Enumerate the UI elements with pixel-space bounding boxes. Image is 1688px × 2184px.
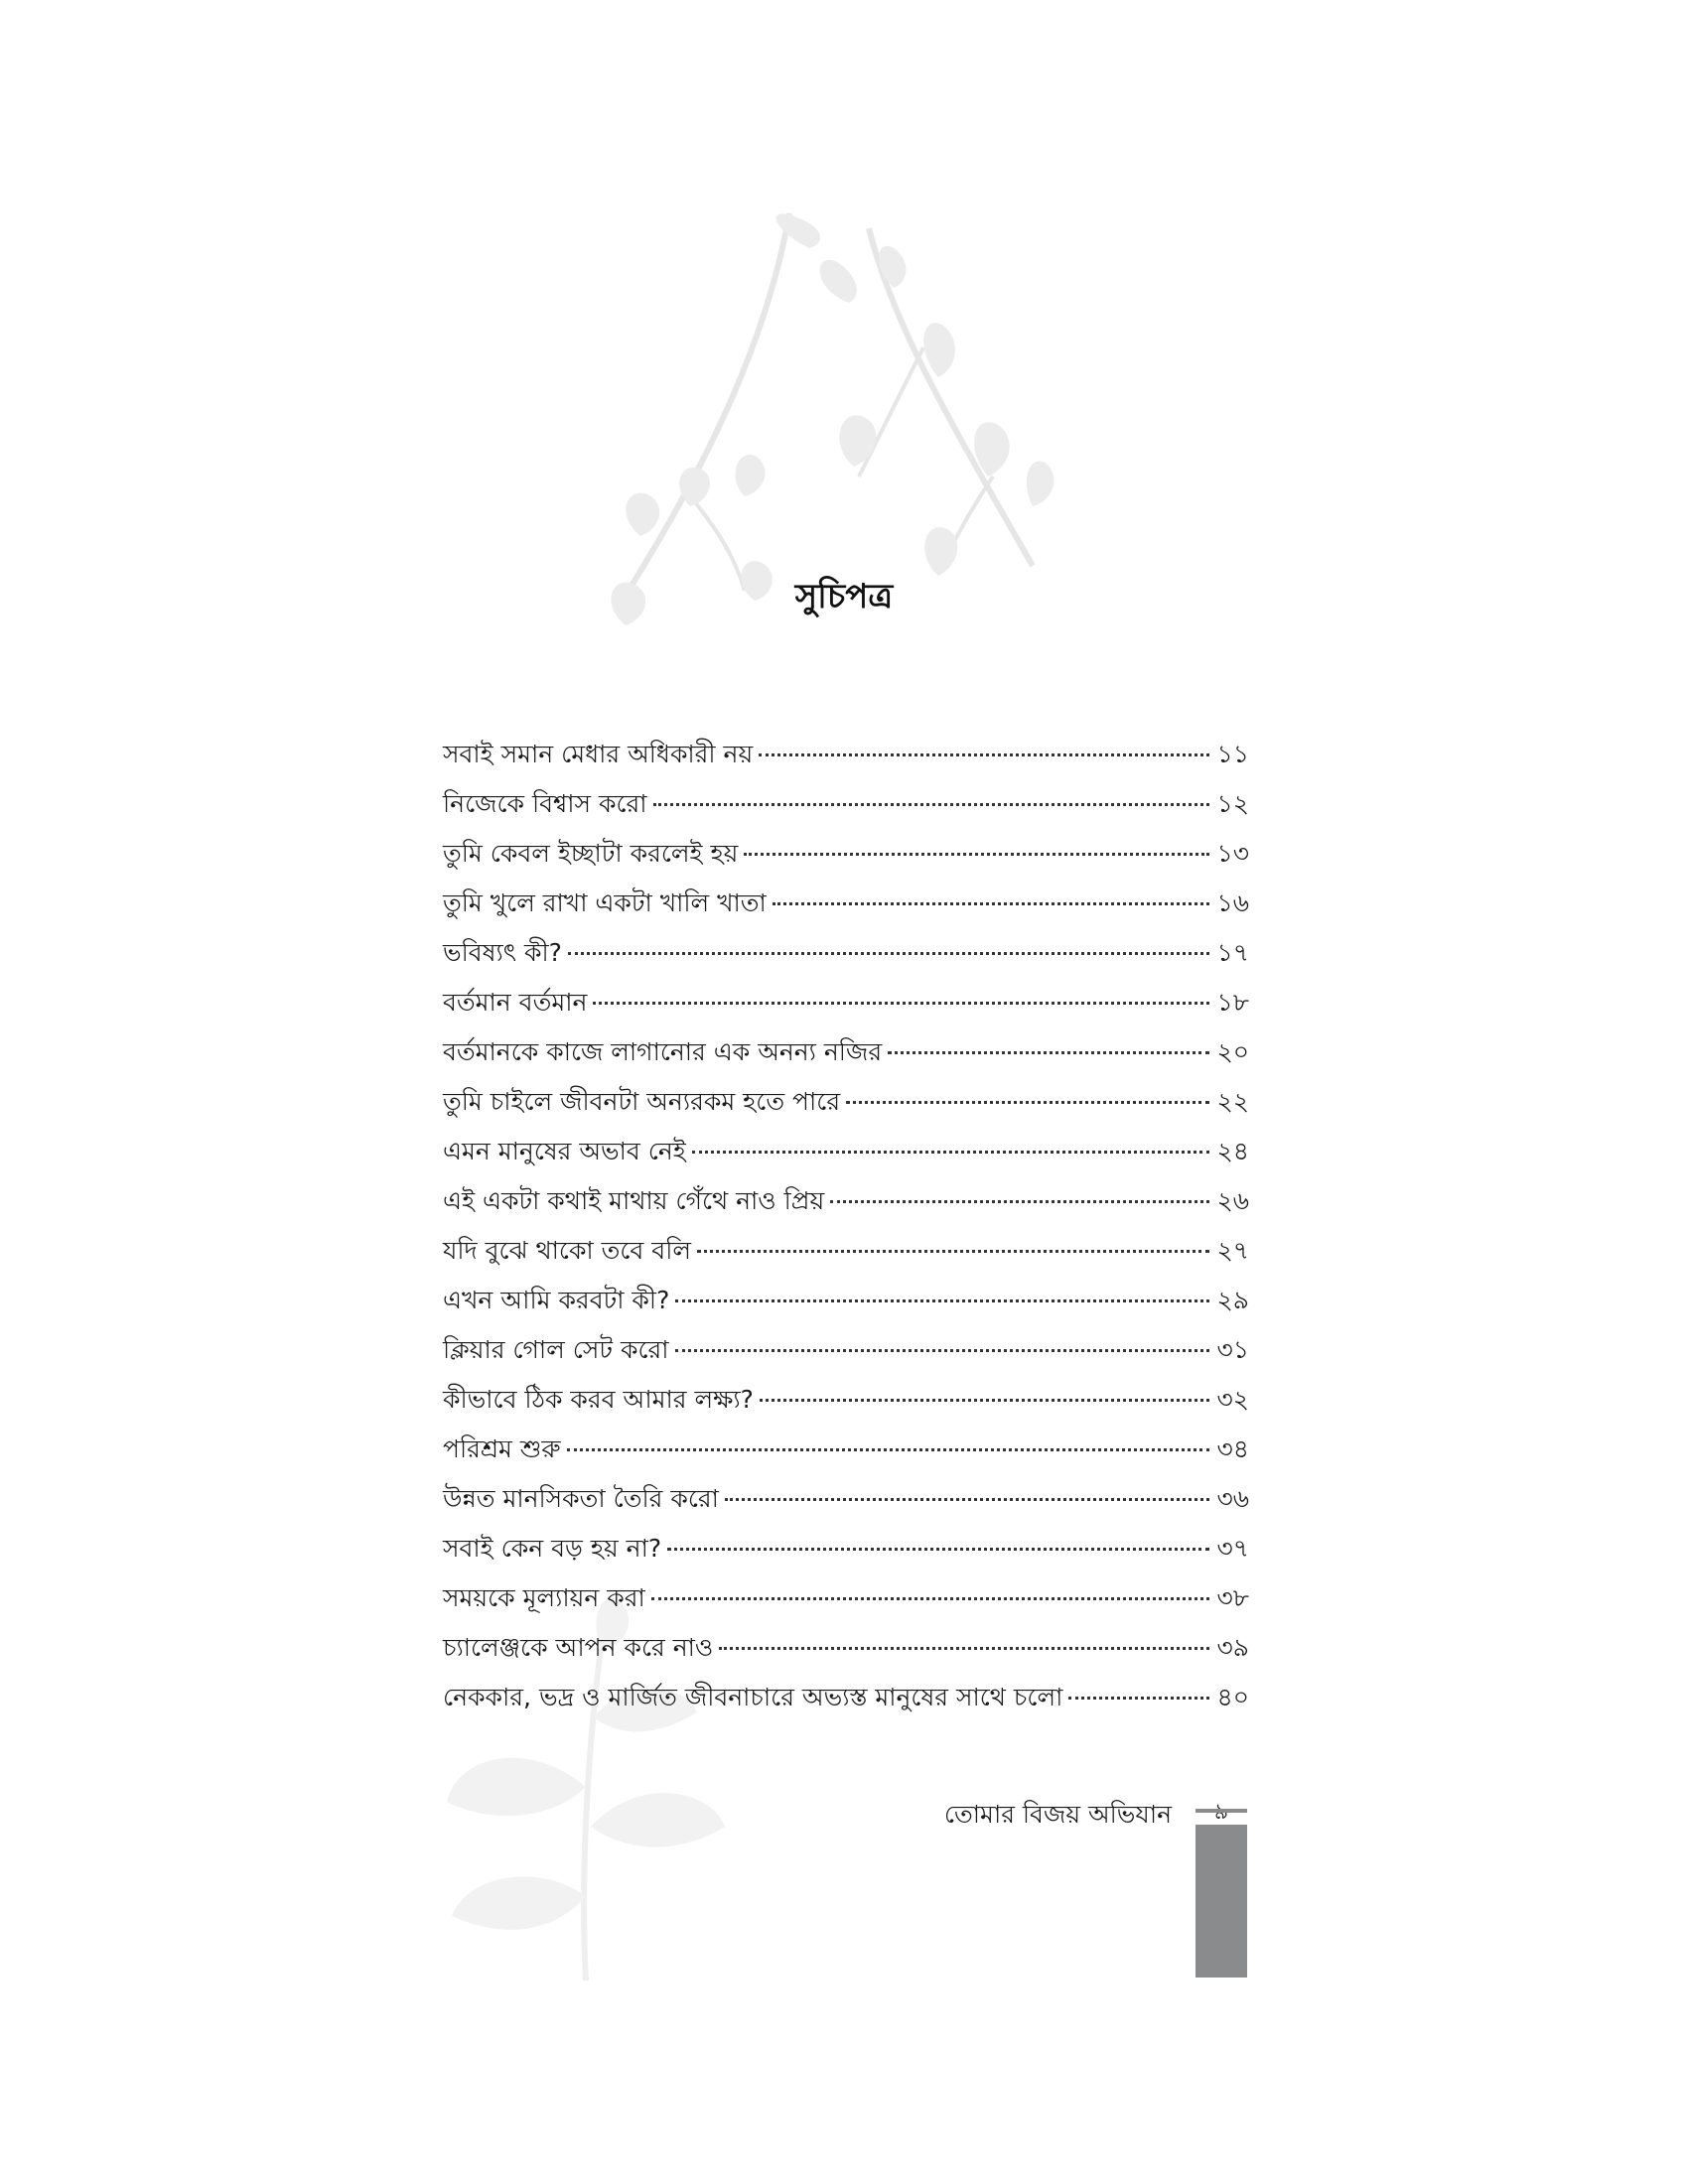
- toc-entry-page: ২৭: [1216, 1236, 1249, 1265]
- toc-entry-title: পরিশ্রম শুরু: [443, 1434, 561, 1463]
- toc-entry[interactable]: [443, 1623, 1249, 1673]
- toc-entry-page: ২৬: [1216, 1186, 1249, 1215]
- toc-entry[interactable]: [443, 1474, 1249, 1524]
- toc-entry-title: নিজেকে বিশ্বাস করো: [443, 789, 647, 818]
- dot-leader: [744, 853, 1209, 856]
- toc-entry-title: তুমি চাইলে জীবনটা অন্যরকম হতে পারে: [443, 1087, 841, 1116]
- toc-entry[interactable]: [443, 1276, 1249, 1325]
- toc-entry[interactable]: [443, 879, 1249, 928]
- dot-leader: [675, 1349, 1209, 1352]
- toc-entry-page: ৪০: [1216, 1683, 1249, 1711]
- toc-entry-page: ৩৮: [1216, 1583, 1249, 1612]
- dot-leader: [692, 1151, 1209, 1154]
- toc-entry-title: এই একটা কথাই মাথায় গেঁথে নাও প্রিয়: [443, 1186, 825, 1215]
- dot-leader: [675, 1299, 1209, 1302]
- dot-leader: [667, 1548, 1209, 1551]
- toc-entry-title: উন্নত মানসিকতা তৈরি করো: [443, 1484, 719, 1513]
- toc-entry-title: কীভাবে ঠিক করব আমার লক্ষ্য?: [443, 1385, 754, 1414]
- dot-leader: [1068, 1697, 1209, 1700]
- toc-entry[interactable]: [443, 1325, 1249, 1375]
- toc-entry-page: ৩২: [1216, 1385, 1249, 1414]
- toc-entry[interactable]: [443, 1127, 1249, 1176]
- toc-entry[interactable]: [443, 829, 1249, 879]
- dot-leader: [725, 1498, 1209, 1501]
- dot-leader: [888, 1051, 1209, 1054]
- dot-leader: [846, 1101, 1209, 1104]
- dot-leader: [653, 803, 1209, 806]
- toc-entry[interactable]: [443, 730, 1249, 779]
- toc-entry-title: বর্তমান বর্তমান: [443, 988, 588, 1017]
- toc-entry-page: ১৮: [1216, 988, 1249, 1017]
- toc-entry-title: সময়কে মূল্যায়ন করা: [443, 1583, 645, 1612]
- running-footer-book-title: তোমার বিজয় অভিযান: [943, 1800, 1172, 1829]
- dot-leader: [567, 1448, 1209, 1451]
- toc-entry[interactable]: [443, 1673, 1249, 1722]
- toc-entry[interactable]: [443, 1077, 1249, 1127]
- toc-entry-page: ১৩: [1216, 839, 1249, 868]
- dot-leader: [759, 753, 1209, 756]
- dot-leader: [568, 952, 1209, 955]
- dot-leader: [719, 1647, 1209, 1650]
- page-edge-tab: [1196, 1825, 1247, 1978]
- toc-entry-title: ক্লিয়ার গোল সেট করো: [443, 1335, 669, 1364]
- dot-leader: [651, 1597, 1209, 1600]
- toc-entry[interactable]: [443, 1425, 1249, 1474]
- toc-entry-page: ২৪: [1216, 1137, 1249, 1165]
- dot-leader: [773, 902, 1209, 905]
- toc-entry[interactable]: [443, 978, 1249, 1027]
- toc-entry[interactable]: [443, 1027, 1249, 1077]
- dot-leader: [697, 1250, 1209, 1253]
- toc-entry[interactable]: [443, 779, 1249, 829]
- toc-entry[interactable]: [443, 1176, 1249, 1226]
- toc-entry-page: ৩৪: [1216, 1434, 1249, 1463]
- toc-entry-page: ১১: [1216, 740, 1249, 768]
- toc-entry-title: ভবিষ্যৎ কী?: [443, 938, 562, 967]
- toc-entry-title: সবাই সমান মেধার অধিকারী নয়: [443, 740, 754, 768]
- toc-entry-title: এমন মানুষের অভাব নেই: [443, 1137, 686, 1165]
- page-title: সুচিপত্র: [794, 577, 894, 616]
- toc-entry-page: ২২: [1216, 1087, 1249, 1116]
- toc-entry-page: ৩৭: [1216, 1534, 1249, 1563]
- toc-entry-title: বর্তমানকে কাজে লাগানোর এক অনন্য নজির: [443, 1037, 883, 1066]
- toc-entry-page: ২৯: [1216, 1286, 1249, 1314]
- toc-entry-page: ৩১: [1216, 1335, 1249, 1364]
- toc-entry-page: ২০: [1216, 1037, 1249, 1066]
- dot-leader: [760, 1399, 1209, 1402]
- toc-entry-title: তুমি খুলে রাখা একটা খালি খাতা: [443, 888, 767, 917]
- toc-entry-title: সবাই কেন বড় হয় না?: [443, 1534, 662, 1563]
- toc-entry-page: ৩৯: [1216, 1633, 1249, 1662]
- toc-entry[interactable]: [443, 1573, 1249, 1623]
- dot-leader: [593, 1002, 1209, 1005]
- toc-entry-title: নেককার, ভদ্র ও মার্জিত জীবনাচারে অভ্যস্ত মানুষের সাথে চলো: [443, 1683, 1063, 1711]
- table-of-contents: [443, 730, 1249, 1722]
- footer-tab-rule: [1196, 1809, 1247, 1813]
- toc-entry-title: তুমি কেবল ইচ্ছাটা করলেই হয়: [443, 839, 739, 868]
- toc-entry-page: ১২: [1216, 789, 1249, 818]
- toc-entry-page: ৩৬: [1216, 1484, 1249, 1513]
- toc-entry-title: যদি বুঝে থাকো তবে বলি: [443, 1236, 691, 1265]
- toc-entry[interactable]: [443, 1375, 1249, 1425]
- toc-entry-title: এখন আমি করবটা কী?: [443, 1286, 670, 1314]
- toc-entry[interactable]: [443, 1226, 1249, 1276]
- toc-entry-page: ১৬: [1216, 888, 1249, 917]
- toc-entry[interactable]: [443, 928, 1249, 978]
- dot-leader: [830, 1200, 1209, 1203]
- toc-entry-page: ১৭: [1216, 938, 1249, 967]
- toc-entry-title: চ্যালেঞ্জকে আপন করে নাও: [443, 1633, 714, 1662]
- toc-entry[interactable]: [443, 1524, 1249, 1573]
